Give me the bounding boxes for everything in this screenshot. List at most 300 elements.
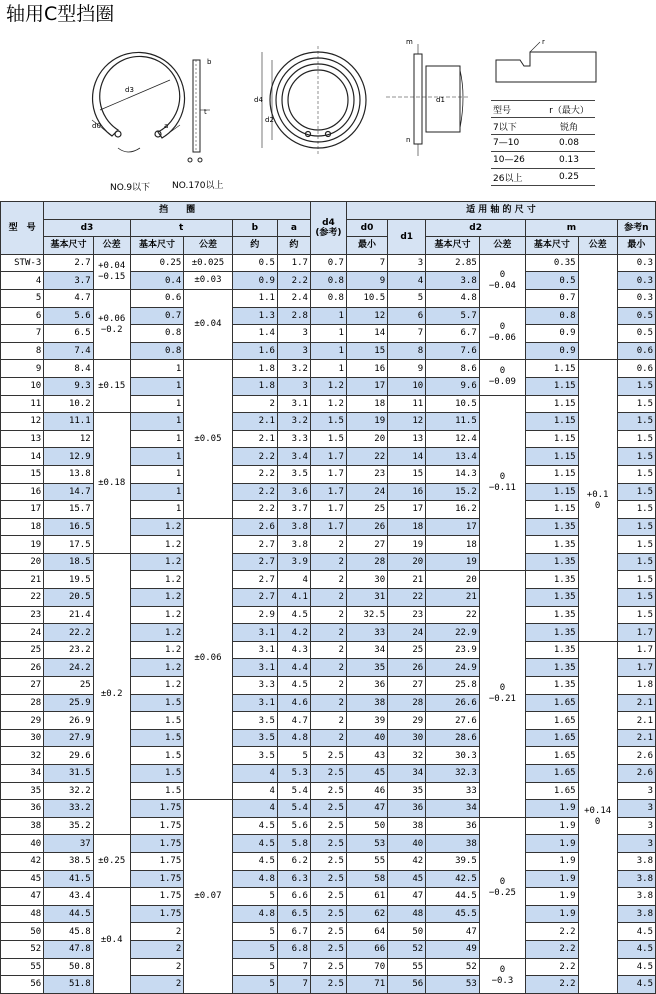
- n-cell: 1.5: [617, 483, 655, 501]
- d3-basic-cell: 23.2: [44, 641, 93, 659]
- model-cell: 34: [1, 765, 44, 783]
- d2-basic-cell: 25.8: [426, 677, 480, 695]
- m-basic-cell: 0.7: [526, 289, 579, 307]
- label-d0: d0: [92, 122, 101, 130]
- d0-cell: 2.5: [310, 782, 346, 800]
- d3-tolerance-cell: ±0.2: [93, 553, 130, 835]
- d2-tolerance-cell: 0 −0.11: [479, 395, 525, 571]
- d0-cell: 1: [310, 342, 346, 360]
- m-basic-cell: 2.2: [526, 923, 579, 941]
- d3-basic-cell: 20.5: [44, 589, 93, 607]
- model-cell: 24: [1, 624, 44, 642]
- d0-cell: 2: [310, 589, 346, 607]
- d1-cell: 14: [388, 448, 426, 466]
- d1-cell: 15: [388, 465, 426, 483]
- d2-basic-cell: 39.5: [426, 852, 480, 870]
- label-no9: NO.9以下: [110, 183, 151, 193]
- b-cell: 0.9: [232, 272, 277, 290]
- header-sub-5: 约: [277, 237, 310, 255]
- m-basic-cell: 1.15: [526, 413, 579, 431]
- d2-basic-cell: 32.3: [426, 765, 480, 783]
- t-basic-cell: 1.5: [130, 694, 184, 712]
- a-cell: 4: [277, 571, 310, 589]
- header-m: m: [526, 219, 618, 237]
- label-t: t: [204, 108, 207, 116]
- m-basic-cell: 1.35: [526, 641, 579, 659]
- m-tolerance-cell: +0.14 0: [578, 641, 617, 993]
- d2-basic-cell: 11.5: [426, 413, 480, 431]
- m-basic-cell: 1.9: [526, 888, 579, 906]
- d0-cell: 1.7: [310, 483, 346, 501]
- t-basic-cell: 1.5: [130, 729, 184, 747]
- t-basic-cell: 1.2: [130, 659, 184, 677]
- a-cell: 5.4: [277, 800, 310, 818]
- table-row: [1, 888, 656, 906]
- d2-basic-cell: 53: [426, 976, 480, 994]
- a-cell: 3.7: [277, 501, 310, 519]
- t-basic-cell: 1.75: [130, 852, 184, 870]
- d1-cell: 34: [388, 765, 426, 783]
- m-basic-cell: 1.15: [526, 360, 579, 378]
- d0-cell: 2.5: [310, 747, 346, 765]
- d2-basic-cell: 52: [426, 958, 480, 976]
- table-row: [1, 360, 656, 378]
- d4-cell: 24: [346, 483, 387, 501]
- m-basic-cell: 1.35: [526, 553, 579, 571]
- model-cell: 36: [1, 800, 44, 818]
- a-cell: 6.7: [277, 923, 310, 941]
- d4-cell: 32.5: [346, 606, 387, 624]
- d2-basic-cell: 21: [426, 589, 480, 607]
- d0-cell: 1.2: [310, 377, 346, 395]
- d4-cell: 7: [346, 254, 387, 272]
- d1-cell: 11: [388, 395, 426, 413]
- d2-basic-cell: 5.7: [426, 307, 480, 325]
- label-d3: d3: [125, 86, 134, 94]
- model-cell: 29: [1, 712, 44, 730]
- d2-basic-cell: 33: [426, 782, 480, 800]
- d4-cell: 35: [346, 659, 387, 677]
- corner-radius-table: [491, 100, 595, 186]
- d4-cell: 55: [346, 852, 387, 870]
- d4-cell: 28: [346, 553, 387, 571]
- m-basic-cell: 1.9: [526, 817, 579, 835]
- d4-cell: 9: [346, 272, 387, 290]
- ring-front-view: [92, 52, 185, 152]
- n-cell: 1.5: [617, 606, 655, 624]
- n-cell: 0.5: [617, 325, 655, 343]
- d3-basic-cell: 24.2: [44, 659, 93, 677]
- d2-basic-cell: 8.6: [426, 360, 480, 378]
- header-t: t: [130, 219, 232, 237]
- m-basic-cell: 1.35: [526, 518, 579, 536]
- a-cell: 4.5: [277, 606, 310, 624]
- shaft-section-view: [386, 44, 470, 156]
- d0-cell: 1: [310, 360, 346, 378]
- m-tolerance-cell: +0.1 0: [578, 360, 617, 642]
- n-cell: 4.5: [617, 940, 655, 958]
- d3-basic-cell: 12.9: [44, 448, 93, 466]
- d3-basic-cell: 22.2: [44, 624, 93, 642]
- r-table-row: [491, 118, 595, 135]
- d1-cell: 7: [388, 325, 426, 343]
- d1-cell: 55: [388, 958, 426, 976]
- model-cell: 12: [1, 413, 44, 431]
- header-d1: d1: [388, 219, 426, 254]
- header-d0: d0: [346, 219, 387, 237]
- d1-cell: 52: [388, 940, 426, 958]
- m-basic-cell: 0.35: [526, 254, 579, 272]
- d0-cell: 2: [310, 659, 346, 677]
- r-table-row: [491, 152, 595, 169]
- d1-cell: 12: [388, 413, 426, 431]
- label-d4: d4: [254, 96, 263, 104]
- d4-cell: 15: [346, 342, 387, 360]
- m-basic-cell: 1.35: [526, 606, 579, 624]
- label-no170: NO.170以上: [172, 181, 224, 191]
- d2-basic-cell: 36: [426, 817, 480, 835]
- model-cell: 23: [1, 606, 44, 624]
- n-cell: 3.8: [617, 888, 655, 906]
- t-basic-cell: 1: [130, 395, 184, 413]
- label-n: n: [406, 136, 411, 144]
- model-cell: 38: [1, 817, 44, 835]
- b-cell: 5: [232, 923, 277, 941]
- d3-basic-cell: 33.2: [44, 800, 93, 818]
- d2-basic-cell: 6.7: [426, 325, 480, 343]
- d0-cell: 2: [310, 677, 346, 695]
- t-basic-cell: 0.8: [130, 342, 184, 360]
- a-cell: 6.3: [277, 870, 310, 888]
- t-basic-cell: 1.2: [130, 624, 184, 642]
- d2-basic-cell: 42.5: [426, 870, 480, 888]
- m-basic-cell: 1.15: [526, 395, 579, 413]
- a-cell: 4.2: [277, 624, 310, 642]
- b-cell: 4: [232, 765, 277, 783]
- b-cell: 2.2: [232, 465, 277, 483]
- a-cell: 3.8: [277, 518, 310, 536]
- d4-cell: 71: [346, 976, 387, 994]
- d3-basic-cell: 12: [44, 430, 93, 448]
- retaining-ring-spec-table: [0, 201, 656, 994]
- d3-basic-cell: 50.8: [44, 958, 93, 976]
- t-basic-cell: 0.8: [130, 325, 184, 343]
- r-table-cell: 0.25: [543, 169, 595, 186]
- b-cell: 4.8: [232, 905, 277, 923]
- d1-cell: 32: [388, 747, 426, 765]
- b-cell: 2.1: [232, 413, 277, 431]
- t-basic-cell: 1.2: [130, 571, 184, 589]
- table-row: [1, 413, 656, 431]
- a-cell: 3: [277, 377, 310, 395]
- m-basic-cell: 1.35: [526, 677, 579, 695]
- t-basic-cell: 2: [130, 923, 184, 941]
- b-cell: 2.1: [232, 430, 277, 448]
- t-basic-cell: 1: [130, 377, 184, 395]
- d0-cell: 1: [310, 325, 346, 343]
- d3-basic-cell: 9.3: [44, 377, 93, 395]
- header-sub-7: 基本尺寸: [426, 237, 480, 255]
- d0-cell: 2: [310, 571, 346, 589]
- n-cell: 3: [617, 800, 655, 818]
- m-basic-cell: 0.5: [526, 272, 579, 290]
- n-cell: 1.5: [617, 518, 655, 536]
- r-table-cell: 0.13: [543, 152, 595, 169]
- d4-cell: 39: [346, 712, 387, 730]
- d2-basic-cell: 34: [426, 800, 480, 818]
- header-a: a: [277, 219, 310, 237]
- n-cell: 0.3: [617, 289, 655, 307]
- d3-basic-cell: 4.7: [44, 289, 93, 307]
- t-basic-cell: 1: [130, 413, 184, 431]
- d0-cell: 1.7: [310, 518, 346, 536]
- d4-cell: 12: [346, 307, 387, 325]
- d3-tolerance-cell: ±0.4: [93, 888, 130, 994]
- d3-basic-cell: 29.6: [44, 747, 93, 765]
- d0-cell: 2: [310, 553, 346, 571]
- model-cell: 7: [1, 325, 44, 343]
- t-tolerance-cell: ±0.05: [184, 360, 232, 518]
- header-sub-0: 基本尺寸: [44, 237, 93, 255]
- n-cell: 4.5: [617, 976, 655, 994]
- model-cell: 9: [1, 360, 44, 378]
- d3-basic-cell: 19.5: [44, 571, 93, 589]
- d1-cell: 4: [388, 272, 426, 290]
- a-cell: 4.6: [277, 694, 310, 712]
- t-basic-cell: 1.75: [130, 870, 184, 888]
- b-cell: 5: [232, 976, 277, 994]
- r-table-row: [491, 169, 595, 186]
- m-basic-cell: 1.9: [526, 835, 579, 853]
- n-cell: 2.6: [617, 747, 655, 765]
- t-basic-cell: 1.75: [130, 835, 184, 853]
- m-basic-cell: 1.35: [526, 624, 579, 642]
- d0-cell: 2.5: [310, 870, 346, 888]
- d2-basic-cell: 22.9: [426, 624, 480, 642]
- header-n: 参考n: [617, 219, 655, 237]
- t-basic-cell: 0.6: [130, 289, 184, 307]
- d4-cell: 25: [346, 501, 387, 519]
- d4-cell: 27: [346, 536, 387, 554]
- a-cell: 4.8: [277, 729, 310, 747]
- n-cell: 1.8: [617, 677, 655, 695]
- d0-cell: 2: [310, 624, 346, 642]
- page-title: 轴用C型挡圈: [6, 3, 115, 25]
- b-cell: 2.2: [232, 483, 277, 501]
- d3-tolerance-cell: +0.06 −0.2: [93, 289, 130, 359]
- n-cell: 2.1: [617, 694, 655, 712]
- header-b: b: [232, 219, 277, 237]
- d3-basic-cell: 27.9: [44, 729, 93, 747]
- n-cell: 0.6: [617, 342, 655, 360]
- t-basic-cell: 1.75: [130, 800, 184, 818]
- t-basic-cell: 1.2: [130, 518, 184, 536]
- d0-cell: 1.2: [310, 395, 346, 413]
- m-basic-cell: 1.35: [526, 659, 579, 677]
- d4-cell: 53: [346, 835, 387, 853]
- a-cell: 2.2: [277, 272, 310, 290]
- a-cell: 5.4: [277, 782, 310, 800]
- b-cell: 2.2: [232, 448, 277, 466]
- d2-basic-cell: 16.2: [426, 501, 480, 519]
- d4-cell: 23: [346, 465, 387, 483]
- d3-basic-cell: 17.5: [44, 536, 93, 554]
- d2-basic-cell: 9.6: [426, 377, 480, 395]
- d3-basic-cell: 11.1: [44, 413, 93, 431]
- d4-cell: 50: [346, 817, 387, 835]
- label-d2: d2: [265, 116, 274, 124]
- b-cell: 2.7: [232, 536, 277, 554]
- t-basic-cell: 1.5: [130, 712, 184, 730]
- d3-tolerance-cell: ±0.18: [93, 413, 130, 554]
- d2-tolerance-cell: 0 −0.25: [479, 817, 525, 958]
- n-cell: 1.5: [617, 571, 655, 589]
- b-cell: 3.3: [232, 677, 277, 695]
- n-cell: 0.6: [617, 360, 655, 378]
- d2-basic-cell: 20: [426, 571, 480, 589]
- m-basic-cell: 1.65: [526, 729, 579, 747]
- d1-cell: 45: [388, 870, 426, 888]
- m-basic-cell: 1.65: [526, 694, 579, 712]
- a-cell: 5.6: [277, 817, 310, 835]
- d4-cell: 66: [346, 940, 387, 958]
- m-basic-cell: 1.9: [526, 905, 579, 923]
- d2-basic-cell: 15.2: [426, 483, 480, 501]
- t-tolerance-cell: ±0.03: [184, 272, 232, 290]
- n-cell: 3: [617, 782, 655, 800]
- n-cell: 4.5: [617, 958, 655, 976]
- d4-cell: 26: [346, 518, 387, 536]
- a-cell: 3.2: [277, 360, 310, 378]
- d3-tolerance-cell: ±0.15: [93, 360, 130, 413]
- header-row-1: [1, 202, 656, 220]
- d0-cell: 1.7: [310, 465, 346, 483]
- d1-cell: 35: [388, 782, 426, 800]
- model-cell: 6: [1, 307, 44, 325]
- b-cell: 2.9: [232, 606, 277, 624]
- d1-cell: 23: [388, 606, 426, 624]
- d4-cell: 16: [346, 360, 387, 378]
- b-cell: 1.6: [232, 342, 277, 360]
- b-cell: 1.1: [232, 289, 277, 307]
- d3-basic-cell: 25: [44, 677, 93, 695]
- d1-cell: 42: [388, 852, 426, 870]
- header-model: 型 号: [1, 202, 44, 255]
- m-basic-cell: 0.9: [526, 325, 579, 343]
- model-cell: 5: [1, 289, 44, 307]
- d3-basic-cell: 10.2: [44, 395, 93, 413]
- d3-tolerance-cell: ±0.25: [93, 835, 130, 888]
- b-cell: 5: [232, 940, 277, 958]
- model-cell: 22: [1, 589, 44, 607]
- m-basic-cell: 0.9: [526, 342, 579, 360]
- d1-cell: 25: [388, 641, 426, 659]
- d4-cell: 46: [346, 782, 387, 800]
- n-cell: 2.1: [617, 729, 655, 747]
- b-cell: 3.1: [232, 641, 277, 659]
- model-cell: 10: [1, 377, 44, 395]
- r-table-header: [491, 101, 595, 118]
- t-basic-cell: 2: [130, 976, 184, 994]
- header-sub-9: 基本尺寸: [526, 237, 579, 255]
- d4-cell: 38: [346, 694, 387, 712]
- d1-cell: 22: [388, 589, 426, 607]
- d0-cell: 2.5: [310, 888, 346, 906]
- d1-cell: 16: [388, 483, 426, 501]
- d3-basic-cell: 32.2: [44, 782, 93, 800]
- d1-cell: 10: [388, 377, 426, 395]
- m-basic-cell: 1.9: [526, 870, 579, 888]
- m-basic-cell: 1.15: [526, 483, 579, 501]
- d3-basic-cell: 3.7: [44, 272, 93, 290]
- r-table-row: [491, 135, 595, 152]
- d0-cell: 2: [310, 536, 346, 554]
- d0-cell: 1.7: [310, 501, 346, 519]
- d4-cell: 40: [346, 729, 387, 747]
- d0-cell: 1: [310, 307, 346, 325]
- r-table-cell: 锐角: [543, 118, 595, 135]
- header-d2: d2: [426, 219, 526, 237]
- b-cell: 2: [232, 395, 277, 413]
- d4-cell: 30: [346, 571, 387, 589]
- m-basic-cell: 1.65: [526, 765, 579, 783]
- a-cell: 6.5: [277, 905, 310, 923]
- d2-basic-cell: 12.4: [426, 430, 480, 448]
- d0-cell: 0.7: [310, 254, 346, 272]
- d1-cell: 40: [388, 835, 426, 853]
- d4-cell: 31: [346, 589, 387, 607]
- d2-basic-cell: 26.6: [426, 694, 480, 712]
- d1-cell: 27: [388, 677, 426, 695]
- a-cell: 6.8: [277, 940, 310, 958]
- d0-cell: 2.5: [310, 835, 346, 853]
- t-basic-cell: 1.2: [130, 606, 184, 624]
- n-cell: 0.5: [617, 307, 655, 325]
- model-cell: 52: [1, 940, 44, 958]
- d3-basic-cell: 45.8: [44, 923, 93, 941]
- d1-cell: 48: [388, 905, 426, 923]
- d1-cell: 28: [388, 694, 426, 712]
- b-cell: 3.1: [232, 659, 277, 677]
- d3-basic-cell: 15.7: [44, 501, 93, 519]
- m-basic-cell: 0.8: [526, 307, 579, 325]
- a-cell: 3.1: [277, 395, 310, 413]
- b-cell: 0.5: [232, 254, 277, 272]
- b-cell: 4: [232, 782, 277, 800]
- b-cell: 3.5: [232, 712, 277, 730]
- d2-basic-cell: 14.3: [426, 465, 480, 483]
- b-cell: 3.1: [232, 624, 277, 642]
- d1-cell: 9: [388, 360, 426, 378]
- t-tolerance-cell: ±0.06: [184, 518, 232, 800]
- a-cell: 4.4: [277, 659, 310, 677]
- d1-cell: 3: [388, 254, 426, 272]
- d4-cell: 20: [346, 430, 387, 448]
- model-cell: 47: [1, 888, 44, 906]
- label-m: m: [406, 38, 413, 46]
- d1-cell: 19: [388, 536, 426, 554]
- model-cell: 42: [1, 852, 44, 870]
- n-cell: 1.7: [617, 641, 655, 659]
- b-cell: 2.7: [232, 553, 277, 571]
- d2-basic-cell: 19: [426, 553, 480, 571]
- r-table-header-cell: r（最大）: [543, 101, 595, 118]
- d2-basic-cell: 23.9: [426, 641, 480, 659]
- a-cell: 3.3: [277, 430, 310, 448]
- t-basic-cell: 1.2: [130, 553, 184, 571]
- n-cell: 1.5: [617, 448, 655, 466]
- d3-basic-cell: 16.5: [44, 518, 93, 536]
